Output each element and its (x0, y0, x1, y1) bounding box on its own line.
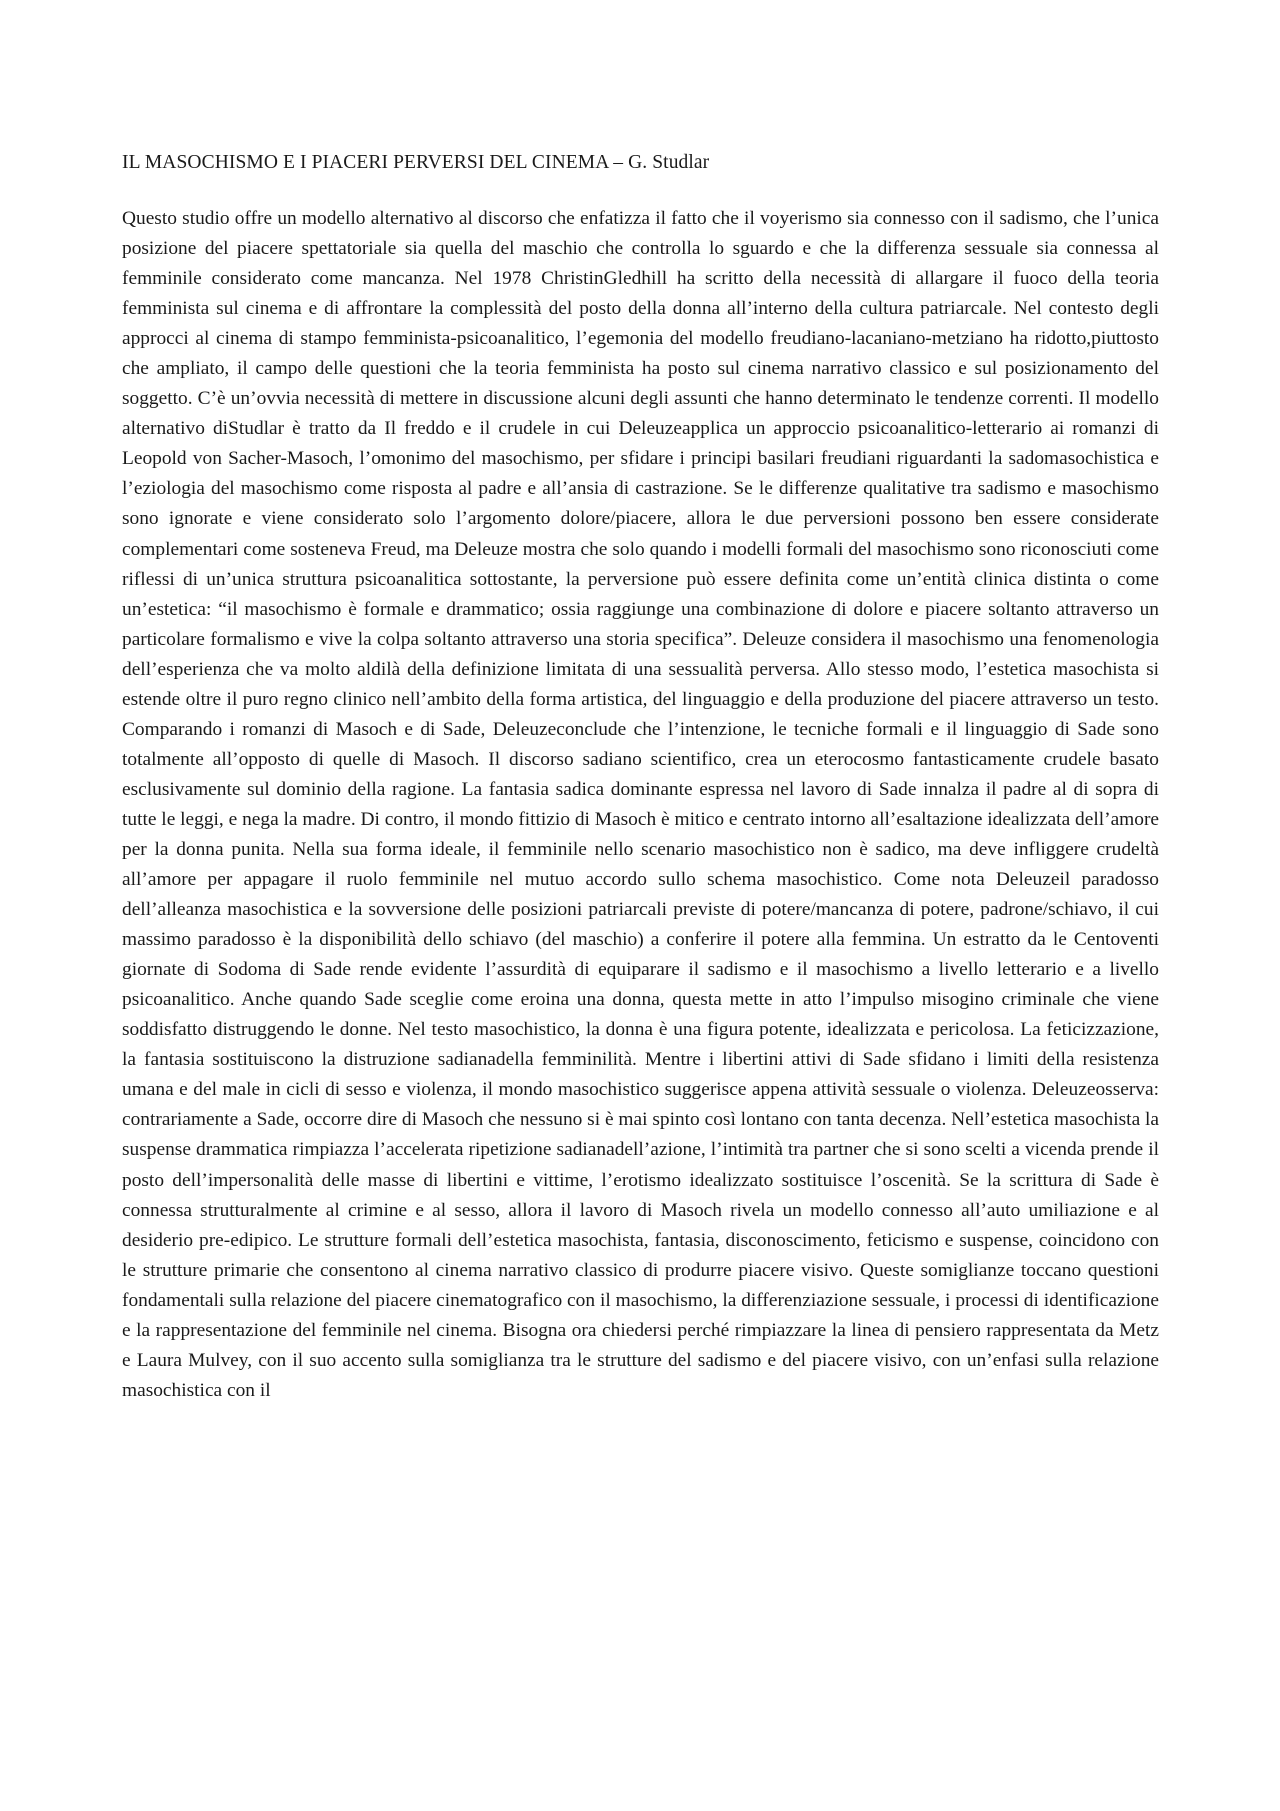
document-title: IL MASOCHISMO E I PIACERI PERVERSI DEL CINEMA – G. Studlar (122, 152, 710, 173)
document-content (122, 148, 1159, 1406)
document-body-paragraph: Questo studio offre un modello alternativo al discorso che enfatizza il fatto che il voyerismo sia connesso con il sadismo, che l’unica posizione del piacere spettatoriale sia quella del maschio che controlla lo sguardo e che la differenza sessuale sia connessa al femminile considerato come mancanza. Nel 1978 ChristinGledhill ha scritto della necessità di allargare il fuoco della teoria femminista sul cinema e di affrontare la complessità del posto della donna all’interno della cultura patriarcale. Nel contesto degli approcci al cinema di stampo femminista-psicoanalitico, l’egemonia del modello freudiano-lacaniano-metziano ha ridotto,piuttosto che ampliato, il campo delle questioni che la teoria femminista ha posto sul cinema narrativo classico e sul posizionamento del soggetto. C’è un’ovvia necessità di mettere in discussione alcuni degli assunti che hanno determinato le tendenze correnti. Il modello alternativo diStudlar è tratto da Il freddo e il crudele in cui Deleuzeapplica un approccio psicoanalitico-letterario ai romanzi di Leopold von Sacher-Masoch, l’omonimo del masochismo, per sfidare i principi basilari freudiani riguardanti la sadomasochistica e l’eziologia del masochismo come risposta al padre e all’ansia di castrazione. Se le differenze qualitative tra sadismo e masochismo sono ignorate e viene considerato solo l’argomento dolore/piacere, allora le due perversioni possono ben essere considerate complementari come sosteneva Freud, ma Deleuze mostra che solo quando i modelli formali del masochismo sono riconosciuti come riflessi di un’unica struttura psicoanalitica sottostante, la perversione può essere definita come un’entità clinica distinta o come un’estetica: “il masochismo è formale e drammatico; ossia raggiunge una combinazione di dolore e piacere soltanto attraverso un particolare formalismo e vive la colpa soltanto attraverso una storia specifica”. Deleuze considera il masochismo una fenomenologia dell’esperienza che va molto aldilà della definizione limitata di una sessualità perversa. Allo stesso modo, l’estetica masochista si estende oltre il puro regno clinico nell’ambito della forma artistica, del linguaggio e della produzione del piacere attraverso un testo. Comparando i romanzi di Masoch e di Sade, Deleuzeconclude che l’intenzione, le tecniche formali e il linguaggio di Sade sono totalmente all’opposto di quelle di Masoch. Il discorso sadiano scientifico, crea un eterocosmo fantasticamente crudele basato esclusivamente sul dominio della ragione. La fantasia sadica dominante espressa nel lavoro di Sade innalza il padre al di sopra di tutte le leggi, e nega la madre. Di contro, il mondo fittizio di Masoch è mitico e centrato intorno all’esaltazione idealizzata dell’amore per la donna punita. Nella sua forma ideale, il femminile nello scenario masochistico non è sadico, ma deve infliggere crudeltà all’amore per appagare il ruolo femminile nel mutuo accordo sullo schema masochistico. Come nota Deleuzeil paradosso dell’alleanza masochistica e la sovversione delle posizioni patriarcali previste di potere/mancanza di potere, padrone/schiavo, il cui massimo paradosso è la disponibilità dello schiavo (del maschio) a conferire il potere alla femmina. Un estratto da le Centoventi giornate di Sodoma di Sade rende evidente l’assurdità di equiparare il sadismo e il masochismo a livello letterario e a livello psicoanalitico. Anche quando Sade sceglie come eroina una donna, questa mette in atto l’impulso misogino criminale che viene soddisfatto distruggendo le donne. Nel testo masochistico, la donna è una figura potente, idealizzata e pericolosa. La feticizzazione, la fantasia sostituiscono la distruzione sadianadella femminilità. Mentre i libertini attivi di Sade sfidano i limiti della resistenza umana e del male in cicli di sesso e violenza, il mondo masochistico suggerisce appena attività sessuale o violenza. Deleuzeosserva: contrariamente a Sade, occorre dire di Masoch che nessuno si è mai spinto così lontano con tanta decenza. Nell’estetica masochista la suspense drammatica rimpiazza l’accelerata ripetizione sadianadell’azione, l’intimità tra partner che si sono scelti a vicenda prende il posto dell’impersonalità delle masse di libertini e vittime, l’erotismo idealizzato sostituisce l’oscenità. Se la scrittura di Sade è connessa strutturalmente al crimine e al sesso, allora il lavoro di Masoch rivela un modello connesso all’auto umiliazione e al desiderio pre-edipico. Le strutture formali dell’estetica masochista, fantasia, disconoscimento, feticismo e suspense, coincidono con le strutture primarie che consentono al cinema narrativo classico di produrre piacere visivo. Queste somiglianze toccano questioni fondamentali sulla relazione del piacere cinematografico con il masochismo, la differenziazione sessuale, i processi di identificazione e la rappresentazione del femminile nel cinema. Bisogna ora chiedersi perché rimpiazzare la linea di pensiero rappresentata da Metz e Laura Mulvey, con il suo accento sulla somiglianza tra le strutture del sadismo e del piacere visivo, con un’enfasi sulla relazione masochistica con il (122, 208, 1160, 1401)
